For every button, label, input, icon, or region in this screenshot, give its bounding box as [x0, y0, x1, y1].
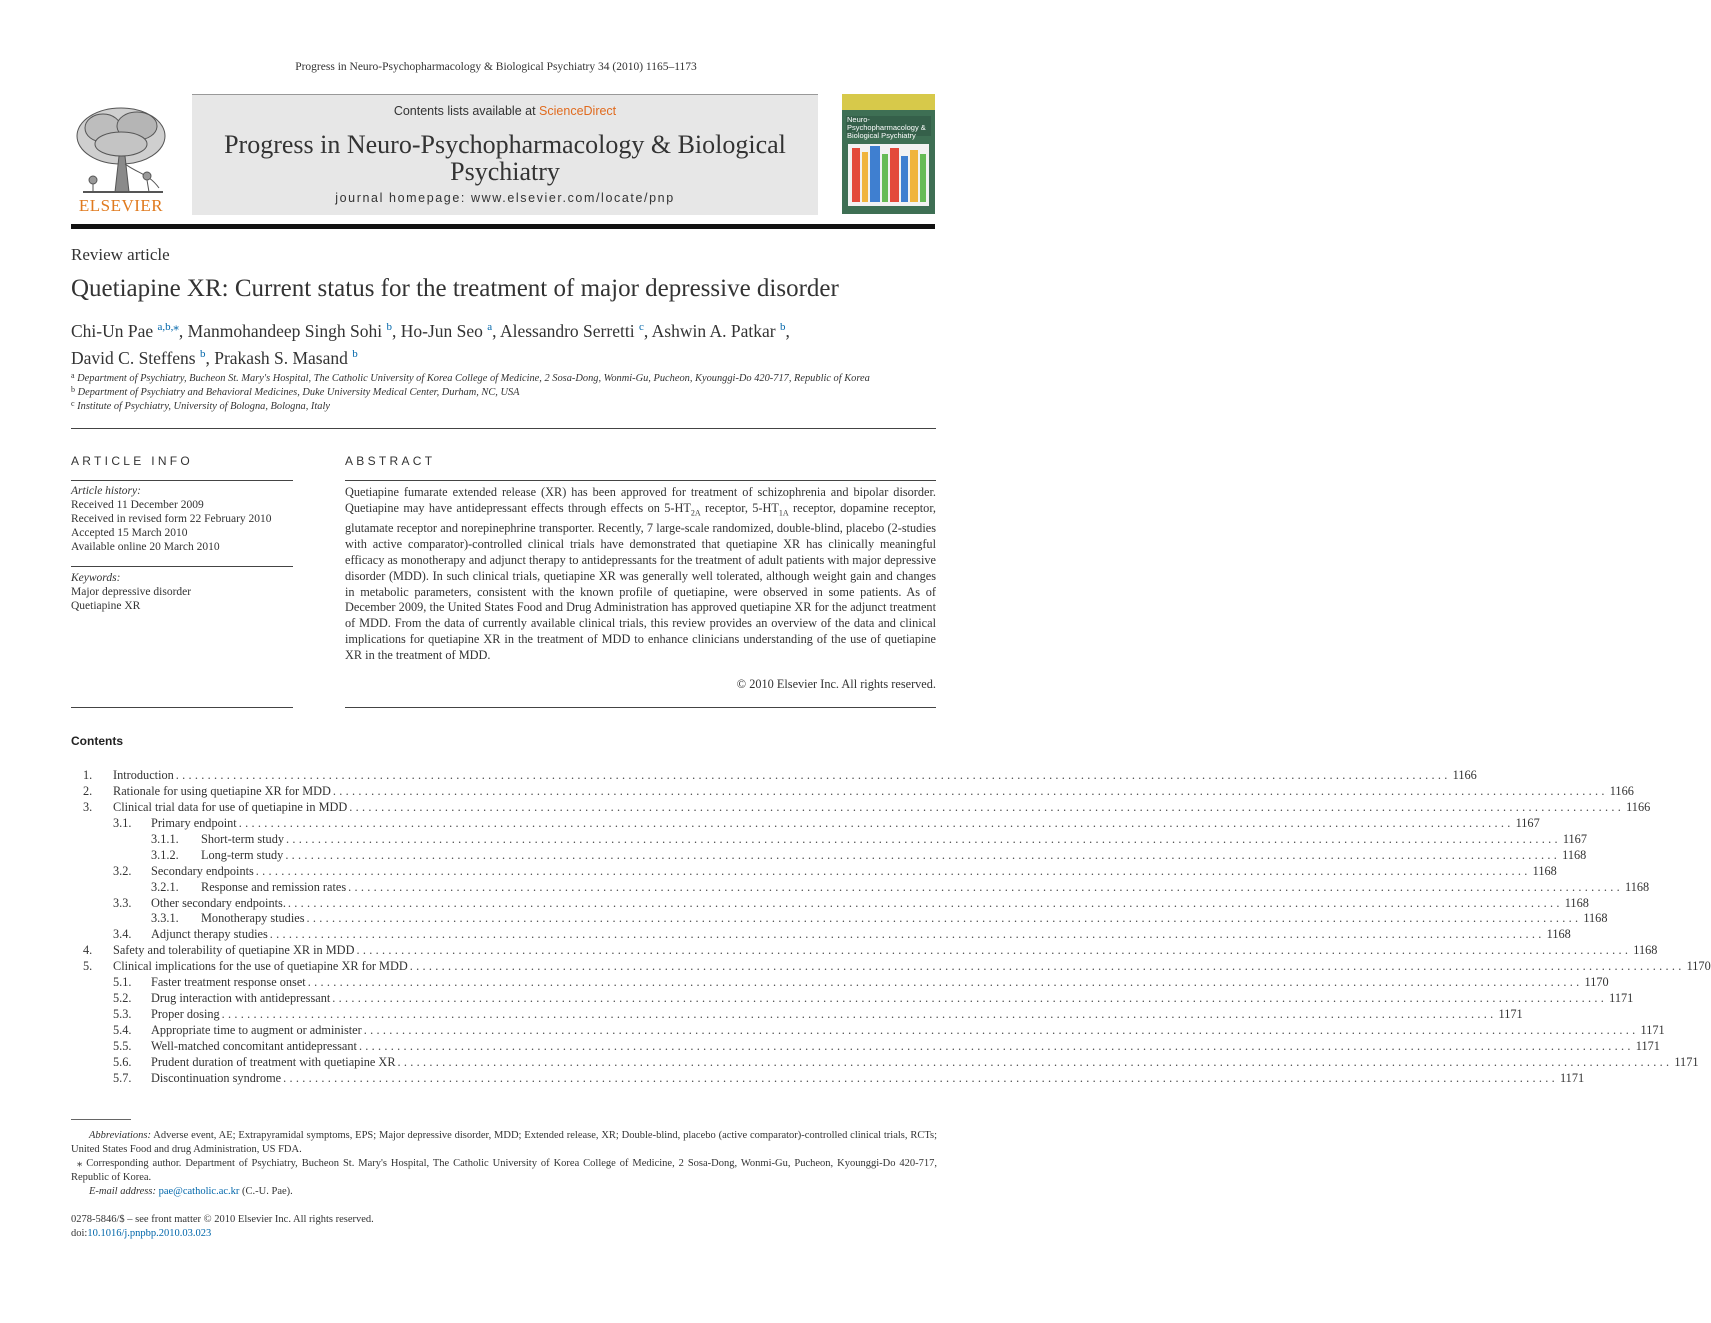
toc-entry-number: 5.3. — [113, 1007, 132, 1022]
toc-entry[interactable] — [71, 1054, 1699, 1071]
keywords-rule — [71, 566, 293, 567]
toc-entry-title[interactable]: Appropriate time to augment or administer — [151, 1023, 362, 1037]
toc-entry-number: 3.3.1. — [151, 911, 179, 926]
keyword: Quetiapine XR — [71, 600, 141, 612]
sciencedirect-link[interactable]: ScienceDirect — [539, 104, 617, 118]
author-affiliation-mark[interactable]: a — [487, 321, 493, 333]
doi-link[interactable]: 10.1016/j.pnpbp.2010.03.023 — [87, 1228, 212, 1239]
toc-entry-title[interactable]: Short-term study — [201, 831, 284, 846]
abstract-heading: ABSTRACT — [345, 454, 436, 468]
corresponding-author-footnote — [71, 1157, 937, 1185]
toc-entry-title[interactable]: Introduction — [113, 768, 174, 782]
toc-entry[interactable] — [71, 1007, 1523, 1023]
author-name: Prakash S. Masand — [214, 347, 348, 368]
affiliation-mark: a — [71, 371, 75, 380]
toc-entry-title[interactable]: Safety and tolerability of quetiapine XR in MDD — [113, 943, 355, 958]
toc-entry-page: 1168 — [1546, 927, 1571, 942]
toc-entry-title[interactable]: Other secondary endpoints. — [151, 895, 286, 910]
toc-leader-dots: ........................................................................................................................................................................................................ — [221, 1007, 1497, 1022]
affiliation-text: Department of Psychiatry and Behavioral Medicines, Duke University Medical Center, Durham, NC, USA — [77, 387, 520, 398]
affiliation-a — [71, 371, 937, 384]
toc-entry-line — [151, 1054, 1699, 1070]
affiliation-c — [71, 399, 937, 412]
affiliation-b — [71, 385, 937, 398]
table-of-contents — [71, 768, 1711, 1087]
toc-entry-line — [151, 991, 1634, 1006]
article-title: Quetiapine XR: Current status for the treatment of major depressive disorder — [71, 275, 839, 302]
toc-entry[interactable] — [71, 895, 1589, 912]
article-history — [71, 484, 293, 554]
email-footnote — [71, 1185, 937, 1199]
toc-entry-page: 1168 — [1625, 879, 1650, 894]
toc-entry[interactable] — [71, 879, 1650, 896]
toc-leader-dots: ........................................................................................................................................................................................................ — [332, 991, 1608, 1006]
toc-entry[interactable] — [71, 911, 1608, 927]
toc-entry-number: 4. — [83, 943, 93, 958]
toc-entry-number: 2. — [83, 783, 93, 798]
toc-entry-line — [201, 847, 1587, 863]
email-label: E-mail address: — [89, 1186, 156, 1197]
toc-entry-line — [151, 1038, 1660, 1054]
toc-entry-number: 5.4. — [113, 1023, 132, 1037]
toc-entry-number: 5.1. — [113, 975, 132, 990]
toc-entry-title[interactable]: Secondary endpoints — [151, 863, 254, 878]
toc-entry-number: 5.6. — [113, 1054, 132, 1069]
article-info-bottom-rule — [71, 707, 293, 708]
article-info-rule — [71, 480, 293, 481]
toc-entry-number: 1. — [83, 768, 93, 782]
toc-entry[interactable] — [71, 927, 1571, 943]
toc-entry[interactable] — [71, 959, 1711, 975]
toc-entry-page: 1166 — [1626, 799, 1651, 814]
author-name: David C. Steffens — [71, 347, 196, 368]
toc-entry-number: 5.7. — [113, 1070, 132, 1085]
toc-entry-page: 1168 — [1583, 911, 1608, 926]
abstract-subscript: 1A — [778, 508, 789, 518]
author-affiliation-mark[interactable]: a,b,⁎ — [157, 321, 179, 333]
abstract-text-part: Quetiapine fumarate extended release (XR) has been approved for treatment of schizophrenia and bipolar disorder. Quetiapine may have antidepressant effects through effects on 5-HT — [345, 485, 936, 515]
toc-entry-page: 1171 — [1559, 1070, 1585, 1085]
abstract-copyright: © 2010 Elsevier Inc. All rights reserved. — [736, 677, 936, 691]
toc-leader-dots: ........................................................................................................................................................................................................ — [269, 927, 1545, 942]
contents-availability-line — [192, 104, 818, 118]
contents-prefix: Contents lists available at — [393, 104, 536, 118]
author-name: Chi-Un Pae — [71, 320, 154, 341]
toc-entry-line — [113, 959, 1711, 974]
toc-entry-title[interactable]: Long-term study — [201, 847, 284, 862]
toc-entry-page: 1167 — [1515, 815, 1540, 830]
journal-cover-thumbnail — [842, 94, 935, 214]
header-divider — [71, 224, 935, 229]
author-affiliation-mark[interactable]: b — [199, 347, 206, 360]
toc-entry-page: 1171 — [1674, 1054, 1699, 1069]
author-affiliation-mark[interactable]: b — [386, 321, 392, 333]
toc-entry-page: 1167 — [1562, 831, 1587, 846]
toc-entry[interactable] — [71, 799, 1651, 816]
toc-entry-number: 3.4. — [113, 927, 132, 942]
author-name: Manmohandeep Singh Sohi — [187, 320, 383, 341]
toc-entry-line — [151, 863, 1557, 879]
toc-leader-dots: ........................................................................................................................................................................................................ — [356, 943, 1632, 958]
toc-entry[interactable] — [71, 1023, 1665, 1039]
corresponding-mark: ⁎ — [77, 1158, 83, 1169]
abstract-text-part: receptor, dopamine receptor, glutamate receptor and norepinephrine transporter. Recently, 7 large-scale randomized, double-blind, placebo (2-studies with active comparator)-controlled clinical trials have demonstrated that quetiapine XR has clinically meaningful efficacy as monotherapy and adjunct therapy to antidepressants for the treatment of adult patients with major depressive disorder (MDD). In such clinical trials, quetiapine XR was generally well tolerated, although weight gain and changes in metabolic parameters, consistent with the known profile of quetiapine, were observed in some patients. As of December 2009, the United States Food and Drug Administration has approved quetiapine XR for the adjunct treatment of MDD. From the data of currently available clinical trials, this review provides an overview of the data and clinical implications for quetiapine XR in the treatment of MDD to enhance clinicians understanding of the use of quetiapine XR in the treatment of MDD. — [345, 500, 936, 662]
toc-entry-page: 1171 — [1640, 1023, 1665, 1037]
toc-entry-line — [151, 1007, 1523, 1022]
toc-entry-title[interactable]: Response and remission rates — [201, 879, 347, 894]
affiliation-mark: c — [71, 399, 75, 408]
toc-entry-title[interactable]: Well-matched concomitant antidepressant — [151, 1038, 357, 1053]
author-name: Alessandro Serretti — [499, 320, 635, 341]
toc-entry-title[interactable]: Faster treatment response onset — [151, 975, 306, 990]
keywords-label: Keywords: — [71, 572, 121, 584]
toc-leader-dots: ........................................................................................................................................................................................................ — [409, 959, 1685, 974]
toc-entry-line — [113, 943, 1658, 958]
toc-entry-page: 1168 — [1633, 943, 1658, 958]
history-item: Received 11 December 2009 — [71, 499, 204, 511]
toc-entry-title[interactable]: Adjunct therapy studies — [151, 927, 268, 942]
contents-heading: Contents — [71, 734, 123, 748]
abbreviations-footnote — [71, 1129, 937, 1157]
toc-leader-dots: ........................................................................................................................................................................................................ — [332, 783, 1608, 798]
toc-leader-dots: ........................................................................................................................................................................................................ — [255, 863, 1531, 878]
author-name: Ashwin A. Patkar — [651, 320, 776, 341]
toc-entry-line — [113, 799, 1651, 815]
toc-entry-page: 1171 — [1498, 1007, 1523, 1022]
affiliation-mark: b — [71, 385, 75, 394]
toc-entry-number: 5. — [83, 959, 93, 974]
toc-entry-number: 3.2. — [113, 863, 132, 878]
email-link[interactable]: pae@catholic.ac.kr — [158, 1186, 240, 1197]
history-item: Accepted 15 March 2010 — [71, 527, 188, 539]
toc-entry[interactable] — [71, 768, 1477, 784]
toc-entry-number: 3. — [83, 799, 93, 814]
doi-line — [71, 1227, 937, 1241]
toc-entry-number: 3.3. — [113, 895, 132, 910]
toc-leader-dots: ........................................................................................................................................................................................................ — [397, 1054, 1673, 1069]
running-head: Progress in Neuro-Psychopharmacology & Biological Psychiatry 34 (2010) 1165–1173 — [295, 61, 697, 73]
toc-entry-line — [151, 975, 1609, 990]
doi-prefix: doi: — [71, 1228, 88, 1239]
toc-entry-line — [151, 1070, 1585, 1086]
abstract-subscript: 2A — [690, 508, 701, 518]
abstract-body — [345, 485, 936, 664]
toc-leader-dots: ........................................................................................................................................................................................................ — [285, 847, 1561, 862]
toc-entry[interactable] — [71, 815, 1540, 832]
toc-entry-page: 1171 — [1609, 991, 1634, 1006]
toc-entry-title[interactable]: Clinical implications for the use of quetiapine XR for MDD — [113, 959, 408, 974]
author-affiliation-mark[interactable]: c — [638, 321, 644, 333]
toc-leader-dots: ........................................................................................................................................................................................................ — [306, 911, 1582, 926]
affiliation-divider — [71, 428, 936, 429]
toc-entry-number: 3.1. — [113, 815, 132, 830]
toc-entry-page: 1170 — [1584, 975, 1609, 990]
abstract-text-part: receptor, 5-HT — [700, 500, 779, 515]
toc-entry-line — [201, 879, 1650, 895]
footnote-divider — [71, 1119, 131, 1120]
toc-entry-line — [113, 783, 1634, 799]
journal-homepage[interactable]: journal homepage: www.elsevier.com/locate/pnp — [335, 191, 675, 205]
toc-entry[interactable] — [71, 975, 1609, 991]
toc-leader-dots: ........................................................................................................................................................................................................ — [238, 815, 1514, 830]
toc-entry[interactable] — [71, 991, 1634, 1007]
history-label: Article history: — [71, 485, 141, 497]
journal-title: Progress in Neuro-Psychopharmacology & Biological Psychiatry — [224, 130, 786, 186]
toc-leader-dots: ........................................................................................................................................................................................................ — [175, 768, 1451, 782]
toc-entry-line — [151, 1023, 1665, 1038]
toc-entry[interactable] — [71, 783, 1634, 800]
toc-entry-page: 1171 — [1635, 1038, 1660, 1053]
toc-entry-page: 1166 — [1609, 783, 1634, 798]
toc-entry[interactable] — [71, 863, 1557, 880]
toc-entry-page: 1168 — [1532, 863, 1557, 878]
toc-entry-title[interactable]: Monotherapy studies — [201, 911, 305, 926]
article-type: Review article — [71, 245, 170, 264]
issn-line: 0278-5846/$ – see front matter © 2010 Elsevier Inc. All rights reserved. — [71, 1214, 374, 1225]
keyword: Major depressive disorder — [71, 586, 192, 598]
affiliation-text: Department of Psychiatry, Bucheon St. Mary's Hospital, The Catholic University of Korea College of Medicine, 2 Sosa-Dong, Wonmi-Gu, Pucheon, Kyounggi-Do 420-717, Republic of Korea — [77, 373, 870, 384]
toc-leader-dots: ........................................................................................................................................................................................................ — [307, 975, 1583, 990]
history-item: Available online 20 March 2010 — [71, 541, 220, 553]
toc-entry-number: 5.5. — [113, 1038, 132, 1053]
toc-leader-dots: ........................................................................................................................................................................................................ — [286, 831, 1561, 846]
abbreviations-text: Adverse event, AE; Extrapyramidal symptoms, EPS; Major depressive disorder, MDD; Extended release, XR; Double-blind, placebo (active comparator)-controlled clinical trials, RCTs; United States Food and drug Administration, US FDA. — [71, 1130, 938, 1155]
toc-entry[interactable] — [71, 831, 1587, 848]
keywords-block — [71, 571, 293, 613]
elsevier-wordmark: ELSEVIER — [78, 196, 164, 215]
toc-entry-title[interactable]: Discontinuation syndrome — [151, 1070, 282, 1085]
cover-title: Neuro-Psychopharmacology & Biological Psychiatry — [847, 115, 926, 140]
toc-entry-number: 3.2.1. — [151, 879, 179, 894]
toc-entry[interactable] — [71, 943, 1658, 959]
history-item: Received in revised form 22 February 2010 — [71, 513, 272, 525]
toc-entry-number: 5.2. — [113, 991, 132, 1006]
toc-entry-title[interactable]: Prudent duration of treatment with quetiapine XR — [151, 1054, 396, 1069]
author-affiliation-mark[interactable]: b — [352, 347, 358, 360]
toc-entry-line — [113, 768, 1477, 783]
abstract-rule — [345, 480, 936, 481]
toc-leader-dots: ........................................................................................................................................................................................................ — [349, 799, 1625, 814]
toc-leader-dots: ........................................................................................................................................................................................................ — [358, 1038, 1634, 1053]
toc-entry-page: 1166 — [1452, 768, 1477, 782]
toc-entry-page: 1168 — [1564, 895, 1589, 910]
toc-entry-title[interactable]: Rationale for using quetiapine XR for MDD — [113, 783, 331, 798]
toc-entry[interactable] — [71, 847, 1587, 864]
toc-entry-number: 3.1.1. — [151, 831, 179, 846]
article-info-heading: ARTICLE INFO — [71, 454, 194, 468]
toc-leader-dots: ........................................................................................................................................................................................................ — [287, 895, 1563, 910]
corresponding-text: Corresponding author. Department of Psychiatry, Bucheon St. Mary's Hospital, The Catholic University of Korea College of Medicine, 2 Sosa-Dong, Wonmi-Gu, Pucheon, Kyounggi-Do 420-717, Republic of Korea. — [71, 1158, 937, 1183]
toc-entry-line — [201, 911, 1608, 926]
toc-entry-line — [201, 831, 1587, 847]
toc-entry-title[interactable]: Proper dosing — [151, 1007, 220, 1022]
toc-leader-dots: ........................................................................................................................................................................................................ — [283, 1070, 1558, 1085]
toc-leader-dots: ........................................................................................................................................................................................................ — [363, 1023, 1639, 1037]
toc-entry-page: 1170 — [1686, 959, 1711, 974]
abstract-bottom-rule — [345, 707, 936, 708]
toc-entry-number: 3.1.2. — [151, 847, 179, 862]
email-suffix: (C.-U. Pae). — [242, 1186, 293, 1197]
toc-entry[interactable] — [71, 1038, 1660, 1055]
affiliation-text: Institute of Psychiatry, University of Bologna, Bologna, Italy — [77, 401, 330, 412]
toc-entry-title[interactable]: Primary endpoint — [151, 815, 237, 830]
toc-entry-line — [151, 895, 1589, 911]
toc-entry[interactable] — [71, 1070, 1585, 1087]
toc-entry-title[interactable]: Clinical trial data for use of quetiapine in MDD — [113, 799, 348, 814]
toc-entry-line — [151, 927, 1571, 942]
author-affiliation-mark[interactable]: b — [779, 321, 786, 333]
abbreviations-label: Abbreviations: — [89, 1130, 152, 1141]
author-list: Chi-Un Pae $^{a,b,⁎}$, Manmohandeep Singh Sohi $^b$, Ho-Jun Seo $^a$, Alessandro Serretti $^c$, Ashwin A. Patkar $^b$, David C. Steffens $^b$, Prakash S. Masand $^b$ — [71, 320, 790, 368]
toc-leader-dots: ........................................................................................................................................................................................................ — [348, 879, 1623, 894]
toc-entry-title[interactable]: Drug interaction with antidepressant — [151, 991, 331, 1006]
toc-entry-page: 1168 — [1562, 847, 1587, 862]
toc-entry-line — [151, 815, 1540, 831]
author-name: Ho-Jun Seo — [400, 320, 483, 341]
